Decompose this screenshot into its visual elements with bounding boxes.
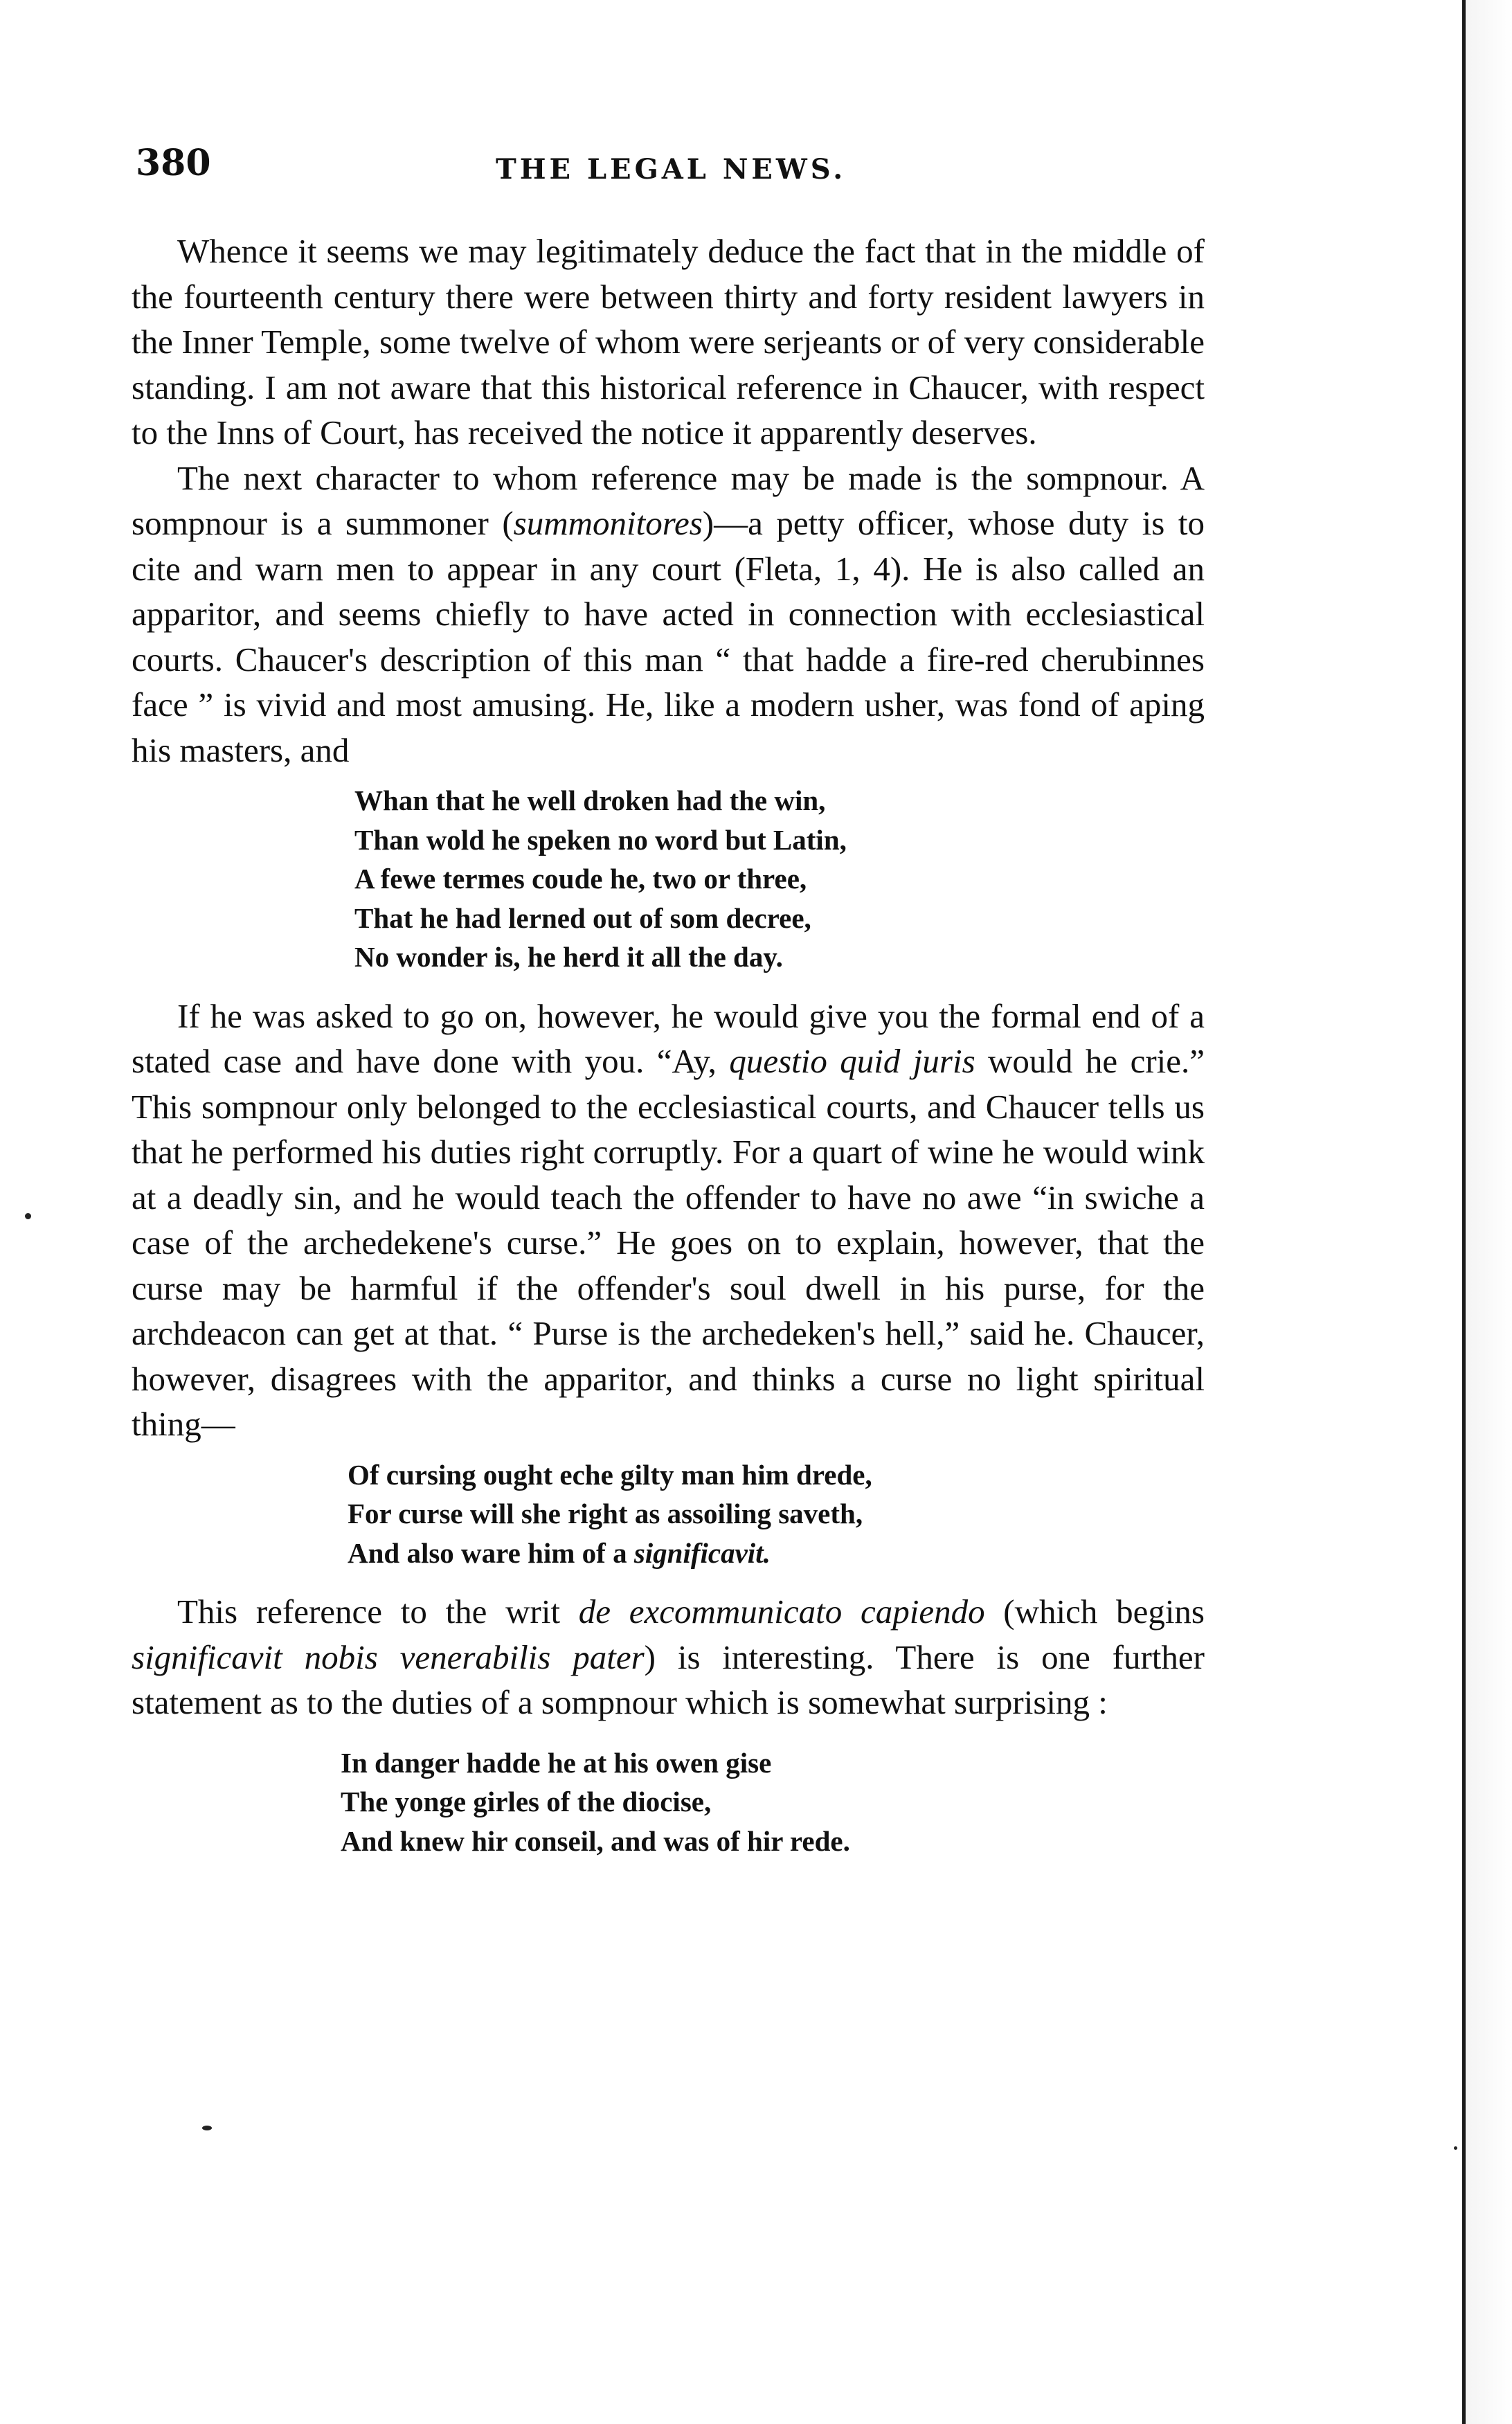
paragraph-2-text-a: The next character to whom reference may be made is the sompnour. A sompnour is a summoner ( xyxy=(132,458,1205,542)
page-header xyxy=(136,142,1202,190)
verse-line: For curse will she right as assoiling saveth, xyxy=(348,1498,863,1529)
verse-line: That he had lerned out of som decree, xyxy=(354,901,811,934)
verse-line: In danger hadde he at his owen gise xyxy=(341,1746,772,1779)
page-edge-shadow xyxy=(1466,0,1512,2424)
verse-block-1 xyxy=(354,781,1205,977)
paragraph-4-text-b: (which begins xyxy=(984,1592,1205,1631)
verse-line: Whan that he well droken had the win, xyxy=(354,784,826,816)
verse-line-text: And also ware him of a xyxy=(348,1536,634,1569)
ink-speck xyxy=(202,2126,212,2130)
verse-line-italic: significavit. xyxy=(633,1536,771,1569)
verse-line: The yonge girles of the diocise, xyxy=(341,1786,712,1817)
article-body xyxy=(132,228,1205,1877)
ink-speck xyxy=(25,1213,31,1219)
verse-line xyxy=(348,1534,1205,1573)
verse-line: And knew hir conseil, and was of hir rede. xyxy=(341,1824,850,1857)
verse-block-2 xyxy=(348,1455,1205,1573)
verse-line: No wonder is, he herd it all the day. xyxy=(354,941,783,973)
running-title: THE LEGAL NEWS. xyxy=(496,153,847,186)
paragraph-4 xyxy=(132,1589,1205,1725)
paragraph-4-italic-2: significavit nobis venerabilis pater xyxy=(132,1637,645,1676)
paragraph-3 xyxy=(132,994,1205,1447)
paragraph-4-text-c: ) is interesting. There is one further statement as to the duties of a sompnour which is somewhat surprising : xyxy=(132,1637,1205,1721)
paragraph-2-italic: summonitores xyxy=(513,504,703,542)
paragraph-3-text-b: would he crie.” This sompnour only belonged to the ecclesiastical courts, and Chaucer tells us that he performed his duties right corruptly. For a quart of wine he would wink at a deadly sin, and he would teach the offender to have no awe “in swiche a case of the archedekene's curse.” He goes on to explain, however, that the curse may be harmful if the offender's soul dwell in his purse, for the archdeacon can get at that. “ Purse is the archedeken's hell,” said he. Chaucer, however, disagrees with the apparitor, and thinks a curse no light spiritual thing— xyxy=(132,1042,1205,1443)
binding-edge-line xyxy=(1462,0,1466,2424)
paragraph-4-italic-1: de excommunicato capiendo xyxy=(578,1592,985,1631)
paragraph-2-text-b: )—a petty officer, whose duty is to cite and warn men to appear in any court (Fleta, 1, 4). He is also called an apparitor, and seems chiefly to have acted in connection with ecclesiastical courts. Chaucer's description of this man “ that hadde a fire-red cherubinnes face ” is vivid and most amusing. He, like a modern usher, was fond of aping his masters, and xyxy=(132,504,1205,769)
paragraph-4-text-a: This reference to the writ xyxy=(177,1592,579,1631)
verse-block-3 xyxy=(341,1743,1205,1861)
ink-speck xyxy=(1454,2146,1457,2150)
paragraph-3-italic: questio quid juris xyxy=(729,1042,975,1080)
page-number: 380 xyxy=(136,142,211,184)
verse-line: A fewe termes coude he, two or three, xyxy=(354,863,807,895)
paragraph-2 xyxy=(132,456,1205,773)
paragraph-1: Whence it seems we may legitimately deduce the fact that in the middle of the fourteenth century there were between thirty and forty resident lawyers in the Inner Temple, some twelve of whom were serjeants or of very considerable standing. I am not aware that this historical reference in Chaucer, with respect to the Inns of Court, has received the notice it apparently deserves. xyxy=(132,232,1205,451)
verse-line: Than wold he speken no word but Latin, xyxy=(354,823,847,856)
paragraph-3-text-a: If he was asked to go on, however, he would give you the formal end of a stated case and have done with you. “Ay, xyxy=(132,996,1205,1080)
verse-line: Of cursing ought eche gilty man him drede, xyxy=(348,1458,872,1491)
